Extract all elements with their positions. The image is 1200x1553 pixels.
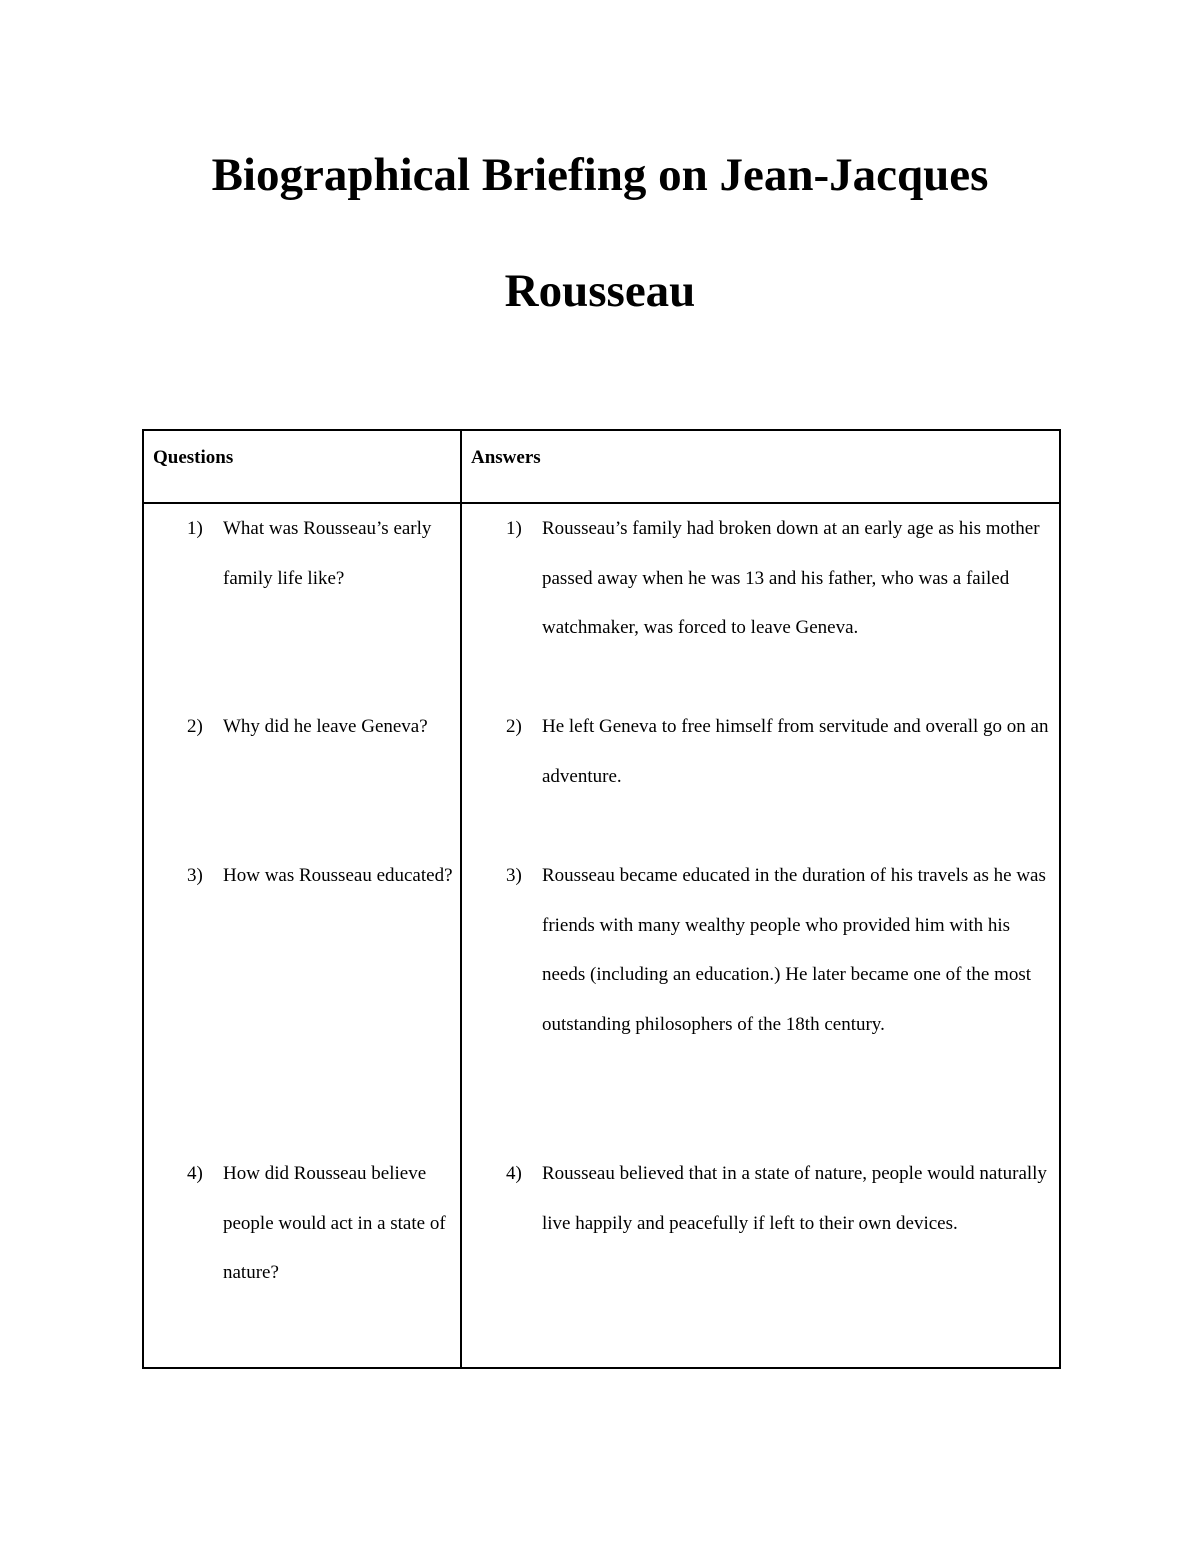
question-number: 1) <box>187 518 203 539</box>
answer-number: 4) <box>506 1163 522 1184</box>
questions-answers-table <box>142 429 1061 1369</box>
question-number: 4) <box>187 1163 203 1184</box>
questions-column-header: Questions <box>153 447 234 468</box>
document-title-line-1: Biographical Briefing on Jean-Jacques <box>211 149 989 201</box>
answer-number: 1) <box>506 518 522 539</box>
question-text: How did Rousseau believe people would act in a state of nature? <box>223 1163 446 1283</box>
answer-text: Rousseau believed that in a state of nature, people would naturally live happily and peacefully if left to their own devices. <box>542 1163 1047 1234</box>
question-text: Why did he leave Geneva? <box>223 716 428 737</box>
answer-text: He left Geneva to free himself from servitude and overall go on an adventure. <box>542 716 1049 787</box>
answer-number: 3) <box>506 865 522 886</box>
question-number: 3) <box>187 865 203 886</box>
answer-text: Rousseau’s family had broken down at an early age as his mother passed away when he was 13 and his father, who was a failed watchmaker, was forced to leave Geneva. <box>542 518 1040 638</box>
answer-number: 2) <box>506 716 522 737</box>
answer-text: Rousseau became educated in the duration of his travels as he was friends with many wealthy people who provided him with his needs (including an education.) He later became one of the most outstanding philosophers of the 18th century. <box>542 865 1046 1035</box>
question-number: 2) <box>187 716 203 737</box>
question-text: How was Rousseau educated? <box>223 865 453 886</box>
document-title-line-2: Rousseau <box>504 265 696 317</box>
question-text: What was Rousseau’s early family life like? <box>223 518 432 589</box>
answers-column-header: Answers <box>471 447 541 468</box>
